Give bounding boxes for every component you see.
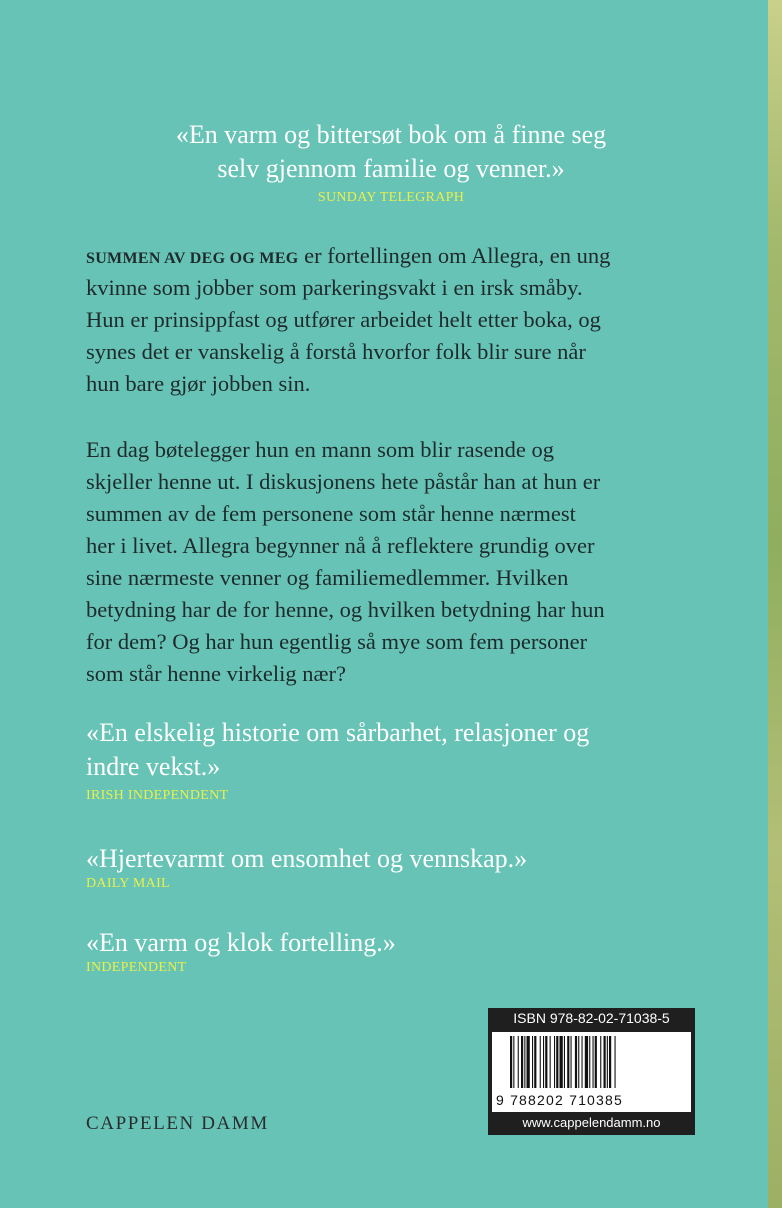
publisher-logo: CAPPELEN DAMM — [86, 1113, 269, 1134]
paragraph2-line: for dem? Og har hun egentlig så mye som fem personer — [86, 629, 588, 654]
paragraph2-line: som står henne virkelig nær? — [86, 661, 346, 686]
barcode-area — [492, 1032, 691, 1112]
quote1-source: IRISH INDEPENDENT — [86, 788, 229, 803]
paragraph2-line: summen av de fem personene som står henne nærmest — [86, 501, 576, 526]
paragraph1-line: kvinne som jobber som parkeringsvakt i en irsk småby. — [86, 275, 583, 300]
paragraph1-line: hun bare gjør jobben sin. — [86, 371, 311, 396]
quote3-line1: «En varm og klok fortelling.» — [86, 928, 396, 957]
paragraph1-line1-rest: er fortellingen om Allegra, en ung — [298, 243, 611, 268]
barcode-block — [488, 1008, 695, 1135]
paragraph2-line: her i livet. Allegra begynner nå å reflektere grundig over — [86, 533, 595, 558]
top-quote-line2: selv gjennom familie og venner.» — [217, 154, 565, 183]
quote2-source: DAILY MAIL — [86, 876, 170, 891]
quote2-line1: «Hjertevarmt om ensomhet og vennskap.» — [86, 844, 528, 873]
isbn-label: ISBN 978-82-02-71038-5 — [513, 1010, 670, 1026]
quote1-line2: indre vekst.» — [86, 752, 221, 781]
quote1-line1: «En elskelig historie om sårbarhet, relasjoner og — [86, 718, 590, 747]
paragraph2-line: En dag bøtelegger hun en mann som blir rasende og — [86, 437, 554, 462]
book-title-caps: SUMMEN AV DEG OG MEG — [86, 250, 299, 267]
barcode-icon — [510, 1036, 682, 1092]
quote3-source: INDEPENDENT — [86, 960, 187, 975]
paragraph1-line1 — [86, 240, 706, 275]
publisher-website: www.cappelendamm.no — [522, 1115, 661, 1130]
paragraph1-line: synes det er vanskelig å forstå hvorfor folk blir sure når — [86, 339, 586, 364]
paragraph2-line: betydning har de for henne, og hvilken betydning har hun — [86, 597, 605, 622]
paragraph2-line: sine nærmeste venner og familiemedlemmer. Hvilken — [86, 565, 569, 590]
paragraph2-line: skjeller henne ut. I diskusjonens hete påstår han at hun er — [86, 469, 601, 494]
barcode-digits: 9 788202 710385 — [496, 1092, 623, 1108]
top-quote-line1: «En varm og bittersøt bok om å finne seg — [175, 120, 607, 149]
paragraph1-line: Hun er prinsippfast og utfører arbeidet helt etter boka, og — [86, 307, 601, 332]
top-quote-source: SUNDAY TELEGRAPH — [317, 190, 465, 205]
